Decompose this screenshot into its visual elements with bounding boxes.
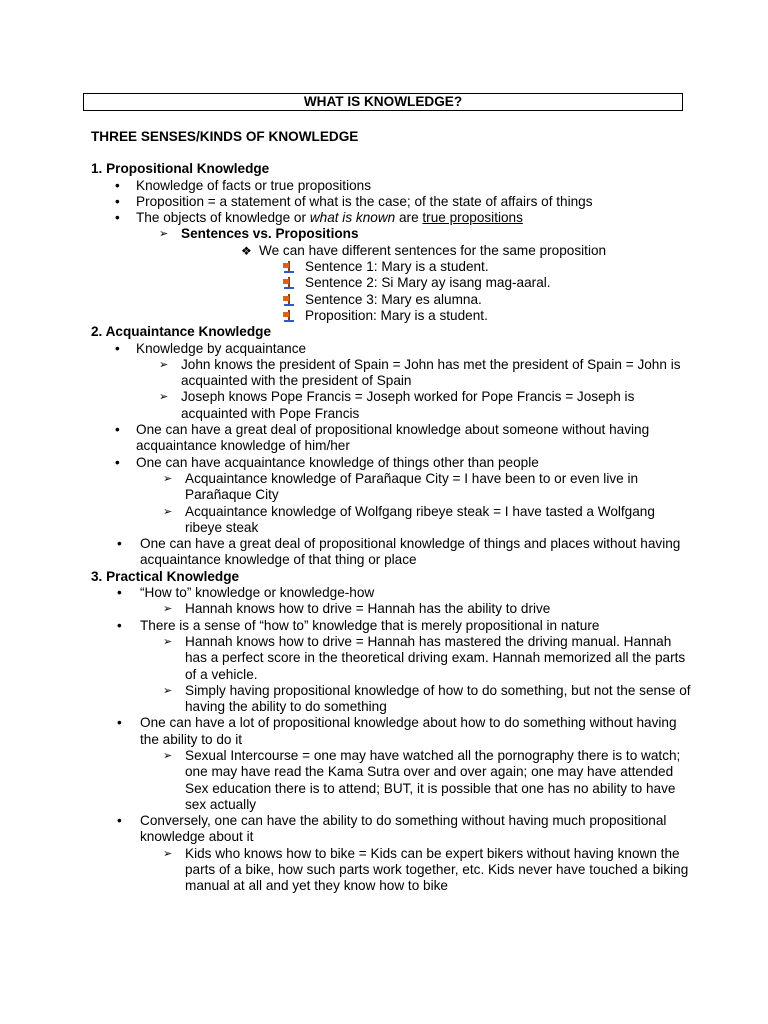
section-heading-propositional: 1. Propositional Knowledge: [91, 161, 270, 177]
list-item-text: Sentence 3: Mary es alumna.: [305, 291, 482, 307]
bullet-dot-icon: •: [115, 340, 120, 356]
list-item-text: Hannah knows how to drive = Hannah has the ability to drive: [185, 601, 551, 617]
bullet-dot-icon: •: [115, 210, 120, 226]
list-item-text: [136, 210, 691, 226]
list-item-text: Sexual Intercourse = one may have watched all the pornography there is to watch; one may have read the Kama Sutra over and over again; one may have attended Sex education there is to attend; BUT, it is possible that one has no ability to have sex actually: [185, 747, 681, 812]
flag-list-item: [91, 308, 691, 324]
arrow-bullet-icon: ➢: [163, 749, 173, 762]
sub-list-item: [91, 389, 691, 422]
list-item-text: Acquaintance knowledge of Parañaque City = I have been to or even live in Parañaque City: [185, 470, 639, 503]
list-item: [91, 422, 691, 455]
list-item-text: One can have a lot of propositional knowledge about how to do something without having the ability to do it: [140, 715, 677, 747]
list-item-text: Sentence 1: Mary is a student.: [305, 259, 489, 275]
text-fragment: are: [395, 210, 423, 226]
list-item-text: We can have different sentences for the same proposition: [259, 242, 607, 258]
bullet-dot-icon: •: [115, 454, 120, 470]
arrow-bullet-icon: ➢: [163, 505, 173, 518]
list-item-text: Proposition: Mary is a student.: [305, 307, 488, 323]
list-item-text: There is a sense of “how to” knowledge that is merely propositional in nature: [140, 617, 600, 633]
bullet-dot-icon: •: [115, 193, 120, 209]
document-subtitle: THREE SENSES/KINDS OF KNOWLEDGE: [91, 129, 359, 144]
list-item: [91, 194, 691, 210]
list-item-text: Knowledge by acquaintance: [136, 340, 307, 356]
list-item-text: One can have a great deal of propositional knowledge of things and places without having acquaintance knowledge of that thing or place: [140, 536, 681, 568]
sub-list-item: [91, 226, 691, 242]
underlined-text: true propositions: [422, 210, 523, 226]
arrow-bullet-icon: ➢: [163, 603, 173, 616]
sub-sub-list-item: [91, 243, 691, 259]
list-item-text: John knows the president of Spain = John has met the president of Spain = John is acquainted with the president of Spain: [181, 356, 681, 389]
diamond-bullet-icon: ❖: [241, 243, 252, 258]
list-item: [91, 178, 691, 194]
section-heading-practical: 3. Practical Knowledge: [91, 568, 240, 584]
list-item-text: Conversely, one can have the ability to do something without having much propositional knowledge about it: [140, 813, 667, 845]
list-item-text: Simply having propositional knowledge of how to do something, but not the sense of having the ability to do something: [185, 682, 691, 715]
flag-list-item: [91, 275, 691, 291]
list-item-text: One can have acquaintance knowledge of things other than people: [136, 454, 539, 470]
arrow-bullet-icon: ➢: [163, 847, 173, 860]
bullet-dot-icon: •: [117, 813, 122, 829]
list-item-text: Hannah knows how to drive = Hannah has mastered the driving manual. Hannah has a perfect score in the theoretical driving exam. Hannah memorized all the parts of a vehicle.: [185, 633, 686, 682]
document-body: [91, 129, 691, 895]
flag-list-item: [91, 292, 691, 308]
arrow-bullet-icon: ➢: [159, 391, 169, 404]
page-title: WHAT IS KNOWLEDGE?: [83, 93, 683, 111]
list-item-text: One can have a great deal of propositional knowledge about someone without having acquaintance knowledge of him/her: [136, 422, 650, 454]
sub-list-item: [91, 504, 691, 537]
flag-bullet-icon: [283, 261, 295, 273]
arrow-bullet-icon: ➢: [159, 358, 169, 371]
flag-bullet-icon: [283, 294, 295, 306]
list-item: [91, 341, 691, 357]
list-item: [91, 813, 691, 846]
bullet-dot-icon: •: [117, 617, 122, 633]
sub-list-item: [91, 634, 691, 683]
emphasis-text: what is known: [309, 210, 396, 226]
list-item-text: Knowledge of facts or true propositions: [136, 177, 372, 193]
arrow-bullet-icon: ➢: [163, 635, 173, 648]
list-item-text: Proposition = a statement of what is the case; of the state of affairs of things: [136, 193, 593, 209]
bullet-dot-icon: •: [115, 177, 120, 193]
list-item: [91, 585, 691, 601]
bullet-dot-icon: •: [117, 536, 122, 552]
bullet-dot-icon: •: [117, 715, 122, 731]
sub-list-item: [91, 683, 691, 716]
sub-list-item: [91, 846, 691, 895]
flag-bullet-icon: [283, 310, 295, 322]
flag-bullet-icon: [283, 277, 295, 289]
list-item-text: Kids who knows how to bike = Kids can be expert bikers without having known the parts of a bike, how such parts work together, etc. Kids never have touched a biking manual at all and yet they know how to bike: [185, 845, 689, 894]
sub-list-item: [91, 471, 691, 504]
list-item-text: Sentence 2: Si Mary ay isang mag-aaral.: [305, 275, 551, 291]
arrow-bullet-icon: ➢: [163, 684, 173, 697]
list-item: [91, 455, 691, 471]
list-item: [91, 618, 691, 634]
list-item-text: Acquaintance knowledge of Wolfgang ribeye steak = I have tasted a Wolfgang ribeye steak: [185, 503, 655, 535]
bullet-dot-icon: •: [115, 422, 120, 438]
bullet-dot-icon: •: [117, 585, 122, 601]
sub-list-item: [91, 748, 691, 813]
section-heading-acquaintance: 2. Acquaintance Knowledge: [91, 324, 272, 340]
arrow-bullet-icon: ➢: [163, 472, 173, 485]
sub-heading-sentences-vs-propositions: Sentences vs. Propositions: [181, 226, 359, 242]
sub-list-item: [91, 357, 691, 390]
list-item-text: Joseph knows Pope Francis = Joseph worked for Pope Francis = Joseph is acquainted with Pope Francis: [181, 389, 635, 421]
arrow-bullet-icon: ➢: [159, 228, 169, 241]
sub-list-item: [91, 601, 691, 617]
list-item: [91, 210, 691, 226]
list-item: [91, 536, 691, 569]
flag-list-item: [91, 259, 691, 275]
list-item: [91, 715, 691, 748]
text-fragment: The objects of knowledge or: [136, 210, 310, 226]
list-item-text: “How to” knowledge or knowledge-how: [140, 585, 375, 601]
